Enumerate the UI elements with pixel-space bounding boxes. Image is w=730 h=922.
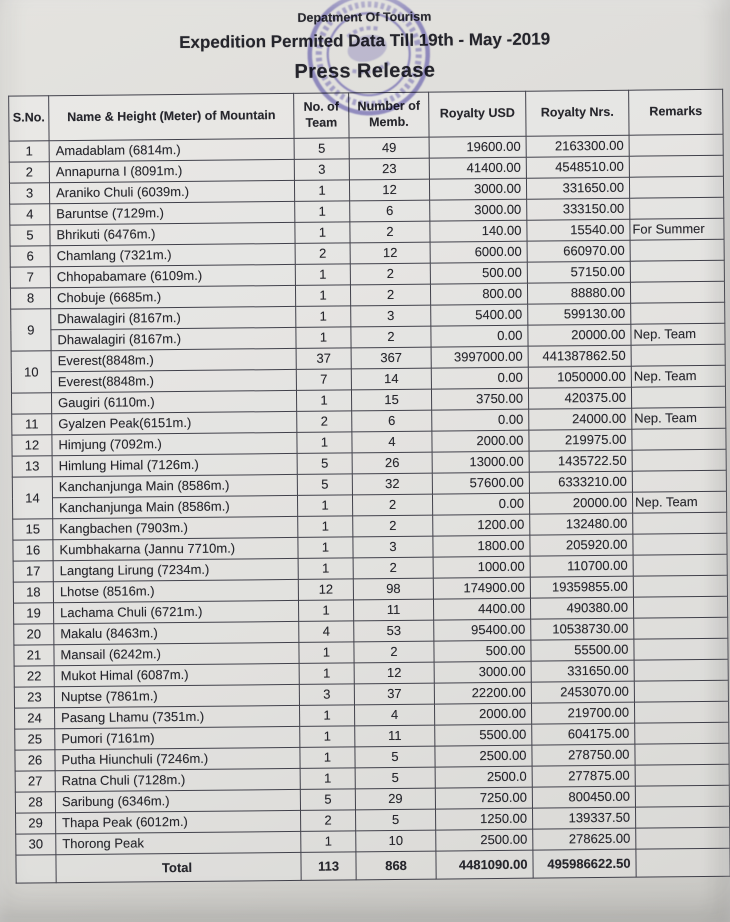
team-count-cell: 12 [298,579,353,601]
serial-number-cell: 17 [13,561,53,582]
member-count-cell: 2 [352,494,432,516]
mountain-name-cell: Putha Hiunchuli (7246m.) [55,747,300,770]
team-count-cell: 1 [301,831,356,853]
royalty-nrs-cell: 2163300.00 [526,135,629,157]
remarks-cell: Nep. Team [632,491,726,513]
royalty-nrs-cell: 205920.00 [530,534,633,556]
team-count-cell: 1 [294,180,349,202]
mountain-name-cell: Kangbachen (7903m.) [53,516,298,539]
serial-number-cell: 12 [12,435,52,456]
royalty-nrs-cell: 1435722.50 [529,450,632,472]
serial-number-cell: 26 [15,750,55,771]
royalty-nrs-cell: 219975.00 [529,429,632,451]
remarks-cell [635,785,729,807]
team-count-cell: 1 [297,432,352,454]
team-count-cell: 1 [298,600,353,622]
team-count-cell: 1 [299,663,354,685]
member-count-cell: 23 [349,158,429,180]
mountain-name-cell: Baruntse (7129m.) [50,201,295,224]
team-count-cell: 1 [295,201,350,223]
royalty-nrs-cell: 660970.00 [527,240,630,262]
mountain-name-cell: Pasang Lhamu (7351m.) [55,705,300,728]
mountain-name-cell: Himjung (7092m.) [52,432,297,455]
member-count-cell: 32 [352,473,432,495]
team-count-cell: 1 [297,495,352,517]
royalty-usd-cell: 140.00 [430,220,527,242]
serial-number-cell: 6 [10,246,50,267]
royalty-nrs-cell: 110700.00 [530,555,633,577]
serial-number-cell: 13 [12,456,52,477]
member-count-cell: 2 [351,326,431,348]
member-count-cell: 11 [353,599,433,621]
member-count-cell: 12 [349,179,429,201]
member-count-cell: 367 [351,347,431,369]
royalty-usd-cell: 41400.00 [429,157,526,179]
royalty-usd-cell: 3000.00 [430,199,527,221]
remarks-cell [636,848,730,877]
mountain-name-cell: Gyalzen Peak(6151m.) [52,411,297,434]
mountain-name-cell: Chamlang (7321m.) [50,243,295,266]
team-count-cell: 1 [298,516,353,538]
mountain-name-cell: Amadablam (6814m.) [49,138,294,161]
remarks-cell [634,617,728,639]
royalty-usd-cell: 500.00 [434,640,531,662]
team-count-cell: 5 [297,474,352,496]
royalty-nrs-cell: 219700.00 [531,702,634,724]
mountain-name-cell: Kanchanjunga Main (8586m.) [52,474,297,497]
table-header [9,89,723,141]
press-release-label: Press Release [294,59,436,83]
team-count-cell: 37 [296,348,351,370]
serial-number-cell: 18 [13,582,53,603]
serial-number-cell: 24 [15,708,55,729]
member-count-cell: 12 [350,242,430,264]
mountain-name-cell: Mukot Himal (6087m.) [54,663,299,686]
mountain-name-cell: Everest(8848m.) [51,369,296,392]
remarks-cell [632,428,726,450]
royalty-nrs-cell: 604175.00 [532,723,635,745]
royalty-usd-cell: 2000.00 [434,703,531,725]
royalty-nrs-cell: 441387862.50 [528,345,631,367]
mountain-name-cell: Dhawalagiri (8167m.) [51,327,296,350]
serial-number-cell: 15 [13,519,53,540]
member-count-cell: 4 [352,431,432,453]
team-count-cell: 1 [295,285,350,307]
serial-number-cell: 29 [16,813,56,834]
team-count-cell: 1 [296,306,351,328]
mountain-name-cell: Langtang Lirung (7234m.) [53,558,298,581]
royalty-usd-cell: 2000.00 [432,430,529,452]
serial-number-cell: 9 [11,309,51,351]
royalty-usd-cell: 7250.00 [435,787,532,809]
team-count-cell: 1 [300,747,355,769]
remarks-cell [633,533,727,555]
team-count-cell: 5 [297,453,352,475]
team-count-cell: 2 [301,810,356,832]
royalty-nrs-cell: 420375.00 [528,387,631,409]
serial-number-cell: 25 [15,729,55,750]
total-row [16,848,730,883]
member-count-cell: 15 [351,389,431,411]
title-block [0,0,730,87]
team-count-cell: 1 [299,705,354,727]
serial-number-cell: 10 [11,351,51,393]
royalty-usd-cell: 1250.00 [436,808,533,830]
serial-number-cell: 3 [9,183,49,204]
member-count-cell: 5 [355,746,435,768]
remarks-cell [633,554,727,576]
remarks-cell: Nep. Team [631,365,725,387]
team-count-cell: 3 [299,684,354,706]
royalty-nrs-cell: 599130.00 [528,303,631,325]
member-count-cell: 11 [355,725,435,747]
team-count-cell: 1 [299,642,354,664]
royalty-nrs-cell: 15540.00 [527,219,630,241]
remarks-cell [629,134,723,156]
remarks-cell [635,806,729,828]
team-count-cell: 1 [295,264,350,286]
mountain-name-cell: Saribung (6346m.) [55,789,300,812]
serial-number-cell: 23 [14,687,54,708]
member-count-cell: 868 [356,851,436,880]
member-count-cell: 5 [356,809,436,831]
serial-number-cell [16,855,56,883]
member-count-cell: 3 [353,536,433,558]
member-count-cell: 98 [353,578,433,600]
royalty-nrs-cell: 10538730.00 [531,618,634,640]
royalty-nrs-cell: 278625.00 [533,828,636,850]
royalty-usd-cell: 4481090.00 [436,850,533,879]
team-count-cell: 7 [296,369,351,391]
serial-number-cell: 14 [12,477,52,519]
remarks-cell [633,575,727,597]
table-body [9,134,730,883]
mountain-name-cell: Thapa Peak (6012m.) [56,810,301,833]
royalty-nrs-cell: 57150.00 [527,261,630,283]
member-count-cell: 2 [353,557,433,579]
royalty-usd-cell: 1000.00 [433,556,530,578]
royalty-nrs-cell: 277875.00 [532,765,635,787]
royalty-usd-cell: 0.00 [432,493,529,515]
remarks-cell [629,176,723,198]
royalty-nrs-cell: 4548510.00 [526,156,629,178]
royalty-nrs-cell: 333150.00 [527,198,630,220]
member-count-cell: 6 [352,410,432,432]
royalty-nrs-cell: 88880.00 [527,282,630,304]
royalty-usd-cell: 2500.00 [435,745,532,767]
team-count-cell: 3 [294,159,349,181]
col-mountain-name: Name & Height (Meter) of Mountain [49,93,294,140]
royalty-nrs-cell: 55500.00 [531,639,634,661]
royalty-nrs-cell: 132480.00 [530,513,633,535]
royalty-usd-cell: 3750.00 [431,388,528,410]
royalty-nrs-cell: 24000.00 [529,408,632,430]
col-team-count: No. of Team [294,93,349,139]
royalty-nrs-cell: 331650.00 [531,660,634,682]
royalty-usd-cell: 500.00 [430,262,527,284]
royalty-usd-cell: 3000.00 [429,178,526,200]
team-count-cell: 5 [300,789,355,811]
mountain-name-cell: Lhotse (8516m.) [53,579,298,602]
royalty-nrs-cell: 2453070.00 [531,681,634,703]
royalty-usd-cell: 0.00 [432,409,529,431]
remarks-cell [630,281,724,303]
expedition-permit-table [8,89,730,884]
team-count-cell: 2 [295,243,350,265]
mountain-name-cell: Gaugiri (6110m.) [51,390,296,413]
serial-number-cell: 22 [14,666,54,687]
serial-number-cell: 2 [9,162,49,183]
royalty-usd-cell: 95400.00 [434,619,531,641]
serial-number-cell: 21 [14,645,54,666]
mountain-name-cell: Chhopabamare (6109m.) [50,264,295,287]
team-count-cell: 1 [295,222,350,244]
royalty-nrs-cell: 490380.00 [530,597,633,619]
member-count-cell: 3 [351,305,431,327]
serial-number-cell: 8 [10,288,50,309]
remarks-cell [636,827,730,849]
remarks-cell [632,470,726,492]
serial-number-cell: 5 [10,225,50,246]
team-count-cell: 113 [301,852,356,881]
royalty-usd-cell: 800.00 [430,283,527,305]
royalty-usd-cell: 1200.00 [433,514,530,536]
remarks-cell: Nep. Team [632,407,726,429]
royalty-nrs-cell: 1050000.00 [528,366,631,388]
royalty-nrs-cell: 139337.50 [532,807,635,829]
member-count-cell: 2 [350,263,430,285]
col-remarks: Remarks [629,89,723,135]
member-count-cell: 5 [355,767,435,789]
member-count-cell: 26 [352,452,432,474]
header-row [9,89,723,141]
member-count-cell: 29 [355,788,435,810]
document-title: Expedition Permited Data Till 19th - May -2019 [179,29,551,53]
member-count-cell: 14 [351,368,431,390]
royalty-usd-cell: 0.00 [431,325,528,347]
royalty-usd-cell: 5400.00 [431,304,528,326]
member-count-cell: 2 [350,284,430,306]
member-count-cell: 49 [349,137,429,159]
remarks-cell [635,722,729,744]
royalty-usd-cell: 22200.00 [434,682,531,704]
member-count-cell: 12 [354,662,434,684]
mountain-name-cell: Araniko Chuli (6039m.) [49,180,294,203]
member-count-cell: 4 [354,704,434,726]
col-royalty-usd: Royalty USD [429,91,526,137]
member-count-cell: 37 [354,683,434,705]
member-count-cell: 6 [350,200,430,222]
team-count-cell: 1 [298,537,353,559]
serial-number-cell: 11 [12,414,52,435]
mountain-name-cell: Ratna Chuli (7128m.) [55,768,300,791]
royalty-usd-cell: 3000.00 [434,661,531,683]
remarks-cell [633,512,727,534]
mountain-name-cell: Mansail (6242m.) [54,642,299,665]
royalty-usd-cell: 4400.00 [433,598,530,620]
royalty-nrs-cell: 495986622.50 [533,849,636,878]
team-count-cell: 4 [299,621,354,643]
mountain-name-cell: Nuptse (7861m.) [54,684,299,707]
mountain-name-cell: Everest(8848m.) [51,348,296,371]
department-title: Depatment Of Tourism [297,9,432,25]
remarks-cell [631,302,725,324]
royalty-usd-cell: 6000.00 [430,241,527,263]
remarks-cell [633,596,727,618]
mountain-name-cell: Thorong Peak [56,831,301,854]
royalty-nrs-cell: 278750.00 [532,744,635,766]
member-count-cell: 2 [350,221,430,243]
member-count-cell: 53 [354,620,434,642]
mountain-name-cell: Makalu (8463m.) [54,621,299,644]
mountain-name-cell: Total [56,852,301,882]
team-count-cell: 2 [297,411,352,433]
mountain-name-cell: Kumbhakarna (Jannu 7710m.) [53,537,298,560]
remarks-cell [635,743,729,765]
remarks-cell [629,155,723,177]
royalty-usd-cell: 57600.00 [432,472,529,494]
royalty-nrs-cell: 20000.00 [528,324,631,346]
remarks-cell [634,659,728,681]
serial-number-cell: 27 [15,771,55,792]
team-count-cell: 1 [296,327,351,349]
serial-number-cell: 4 [10,204,50,225]
royalty-usd-cell: 174900.00 [433,577,530,599]
serial-number-cell [11,393,51,414]
serial-number-cell: 28 [15,792,55,813]
royalty-nrs-cell: 19359855.00 [530,576,633,598]
member-count-cell: 2 [353,515,433,537]
royalty-usd-cell: 3997000.00 [431,346,528,368]
serial-number-cell: 7 [10,267,50,288]
royalty-usd-cell: 2500.00 [436,829,533,851]
royalty-usd-cell: 0.00 [431,367,528,389]
team-count-cell: 1 [300,726,355,748]
remarks-cell [630,260,724,282]
remarks-cell [631,344,725,366]
serial-number-cell: 16 [13,540,53,561]
team-count-cell: 1 [296,390,351,412]
remarks-cell [631,386,725,408]
team-count-cell: 5 [294,138,349,160]
mountain-name-cell: Himlung Himal (7126m.) [52,453,297,476]
remarks-cell [634,638,728,660]
mountain-name-cell: Lachama Chuli (6721m.) [54,600,299,623]
member-count-cell: 2 [354,641,434,663]
col-royalty-nrs: Royalty Nrs. [526,90,629,136]
remarks-cell: For Summer [630,218,724,240]
royalty-usd-cell: 1800.00 [433,535,530,557]
serial-number-cell: 19 [14,603,54,624]
mountain-name-cell: Bhrikuti (6476m.) [50,222,295,245]
serial-number-cell: 20 [14,624,54,645]
remarks-cell [634,701,728,723]
royalty-nrs-cell: 331650.00 [526,177,629,199]
mountain-name-cell: Dhawalagiri (8167m.) [51,306,296,329]
remarks-cell [635,764,729,786]
royalty-usd-cell: 19600.00 [429,136,526,158]
remarks-cell [630,239,724,261]
mountain-name-cell: Pumori (7161m) [55,726,300,749]
royalty-nrs-cell: 800450.00 [532,786,635,808]
remarks-cell [630,197,724,219]
serial-number-cell: 30 [16,834,56,855]
mountain-name-cell: Kanchanjunga Main (8586m.) [52,495,297,518]
team-count-cell: 1 [300,768,355,790]
remarks-cell [634,680,728,702]
royalty-usd-cell: 5500.00 [435,724,532,746]
royalty-usd-cell: 2500.0 [435,766,532,788]
royalty-nrs-cell: 6333210.00 [529,471,632,493]
remarks-cell: Nep. Team [631,323,725,345]
royalty-usd-cell: 13000.00 [432,451,529,473]
mountain-name-cell: Chobuje (6685m.) [50,285,295,308]
member-count-cell: 10 [356,830,436,852]
royalty-nrs-cell: 20000.00 [529,492,632,514]
team-count-cell: 1 [298,558,353,580]
serial-number-cell: 1 [9,141,49,162]
remarks-cell [632,449,726,471]
col-member-count: Number of Memb. [349,92,429,138]
col-serial-number: S.No. [9,96,49,141]
mountain-name-cell: Annapurna I (8091m.) [49,159,294,182]
